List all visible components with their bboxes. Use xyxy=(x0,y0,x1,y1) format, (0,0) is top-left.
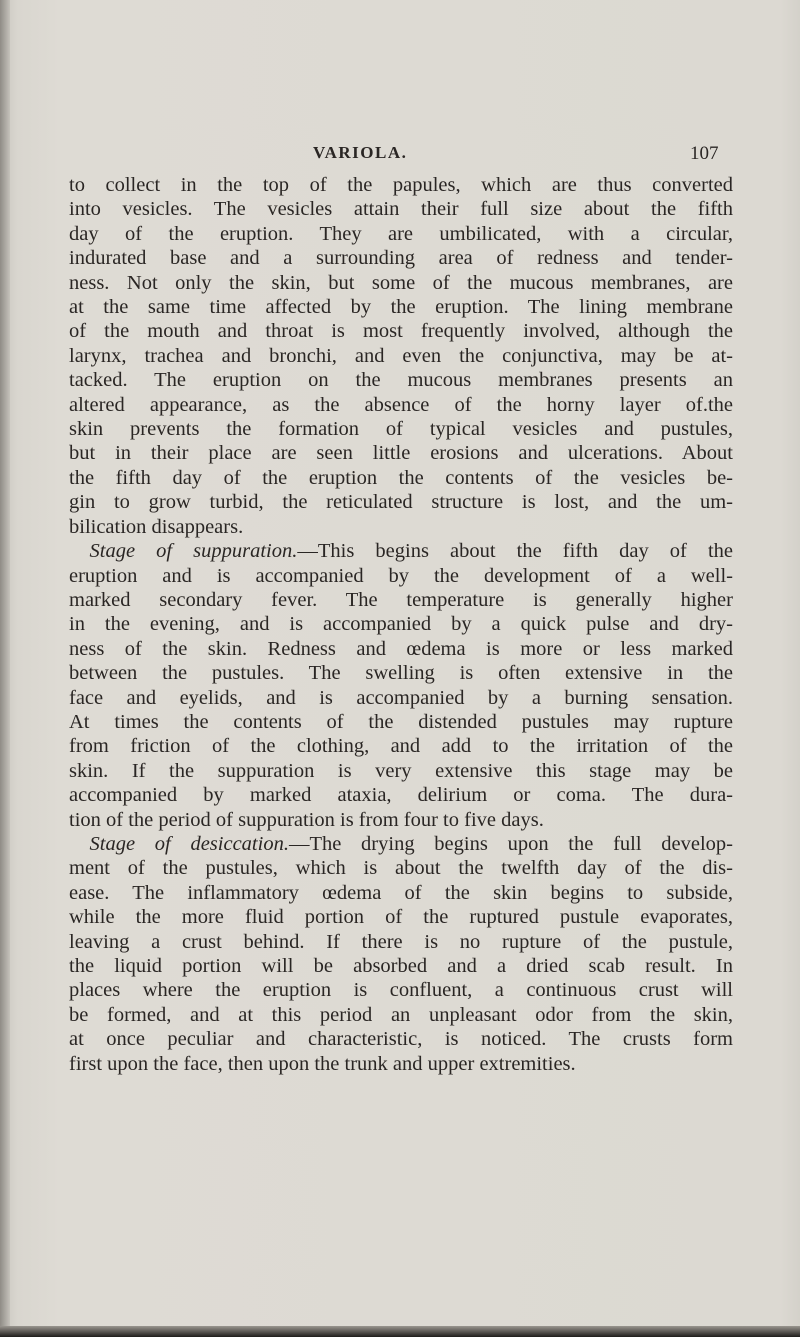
text-line: at once peculiar and characteristic, is noticed. The crusts form xyxy=(69,1028,733,1051)
text-line: ease. The inflammatory œdema of the skin begins to subside, xyxy=(69,881,733,904)
text-line: ment of the pustules, which is about the twelfth day of the dis- xyxy=(69,857,733,880)
text-line: first upon the face, then upon the trunk and upper extremities. xyxy=(69,1052,576,1075)
body-text xyxy=(69,173,733,1076)
text-line: tacked. The eruption on the mucous membranes presents an xyxy=(69,369,733,392)
text-line: face and eyelids, and is accompanied by a burning sensation. xyxy=(69,686,733,709)
text-line: the liquid portion will be absorbed and a dried scab result. In xyxy=(69,955,733,977)
text-line: marked secondary fever. The temperature is generally higher xyxy=(69,588,733,611)
heading-line-rest: —The drying begins upon the full develop- xyxy=(288,832,733,855)
page-bottom-edge xyxy=(0,1326,800,1337)
text-line: leaving a crust behind. If there is no rupture of the pustule, xyxy=(69,930,733,953)
text-line: in the evening, and is accompanied by a quick pulse and dry- xyxy=(69,613,733,636)
text-line: between the pustules. The swelling is often extensive in the xyxy=(69,662,733,685)
text-line: eruption and is accompanied by the development of a well- xyxy=(69,564,733,587)
text-line: places where the eruption is confluent, a continuous crust will xyxy=(69,979,733,1002)
text-line: gin to grow turbid, the reticulated structure is lost, and the um- xyxy=(69,491,733,514)
text-line: skin. If the suppuration is very extensive this stage may be xyxy=(69,759,733,782)
text-line: be formed, and at this period an unpleasant odor from the skin, xyxy=(69,1003,733,1026)
text-line: tion of the period of suppuration is from four to five days. xyxy=(69,808,544,831)
text-line: indurated base and a surrounding area of redness and tender- xyxy=(69,247,733,270)
text-line: to collect in the top of the papules, which are thus converted xyxy=(69,174,733,196)
text-line: At times the contents of the distended pustules may rupture xyxy=(69,710,733,733)
paragraph-suppuration xyxy=(69,539,733,832)
text-line: but in their place are seen little erosions and ulcerations. About xyxy=(69,442,733,465)
running-head xyxy=(313,143,733,167)
page-gutter-shadow xyxy=(0,0,10,1337)
text-line: altered appearance, as the absence of the horny layer of.the xyxy=(69,393,733,416)
text-line: the fifth day of the eruption the contents of the vesicles be- xyxy=(69,466,733,489)
paragraph-eruption xyxy=(69,173,733,539)
text-line: of the mouth and throat is most frequently involved, although the xyxy=(69,320,733,343)
text-line: at the same time affected by the eruption. The lining membrane xyxy=(69,296,733,319)
text-line: larynx, trachea and bronchi, and even the conjunctiva, may be at- xyxy=(69,344,733,367)
section-heading: Stage of suppuration. xyxy=(89,540,298,563)
text-line: from friction of the clothing, and add to the irritation of the xyxy=(69,735,733,758)
paragraph-desiccation xyxy=(69,832,733,1076)
heading-line-rest: —This begins about the fifth day of the xyxy=(297,540,733,563)
section-heading: Stage of desiccation. xyxy=(89,832,289,855)
text-line: bilication disappears. xyxy=(69,515,244,538)
text-line: day of the eruption. They are umbilicated, with a circular, xyxy=(69,222,733,245)
text-line: ness of the skin. Redness and œdema is more or less marked xyxy=(69,637,733,660)
text-line: accompanied by marked ataxia, delirium or coma. The dura- xyxy=(69,784,733,807)
text-line: while the more fluid portion of the ruptured pustule evaporates, xyxy=(69,906,733,929)
text-line xyxy=(69,539,733,563)
text-line xyxy=(69,832,733,856)
text-line: skin prevents the formation of typical vesicles and pustules, xyxy=(69,418,733,441)
text-line: ness. Not only the skin, but some of the mucous membranes, are xyxy=(69,271,733,294)
text-line: into vesicles. The vesicles attain their full size about the fifth xyxy=(69,198,733,221)
page-number: 107 xyxy=(690,143,719,164)
running-head-title: VARIOLA. xyxy=(313,143,408,162)
